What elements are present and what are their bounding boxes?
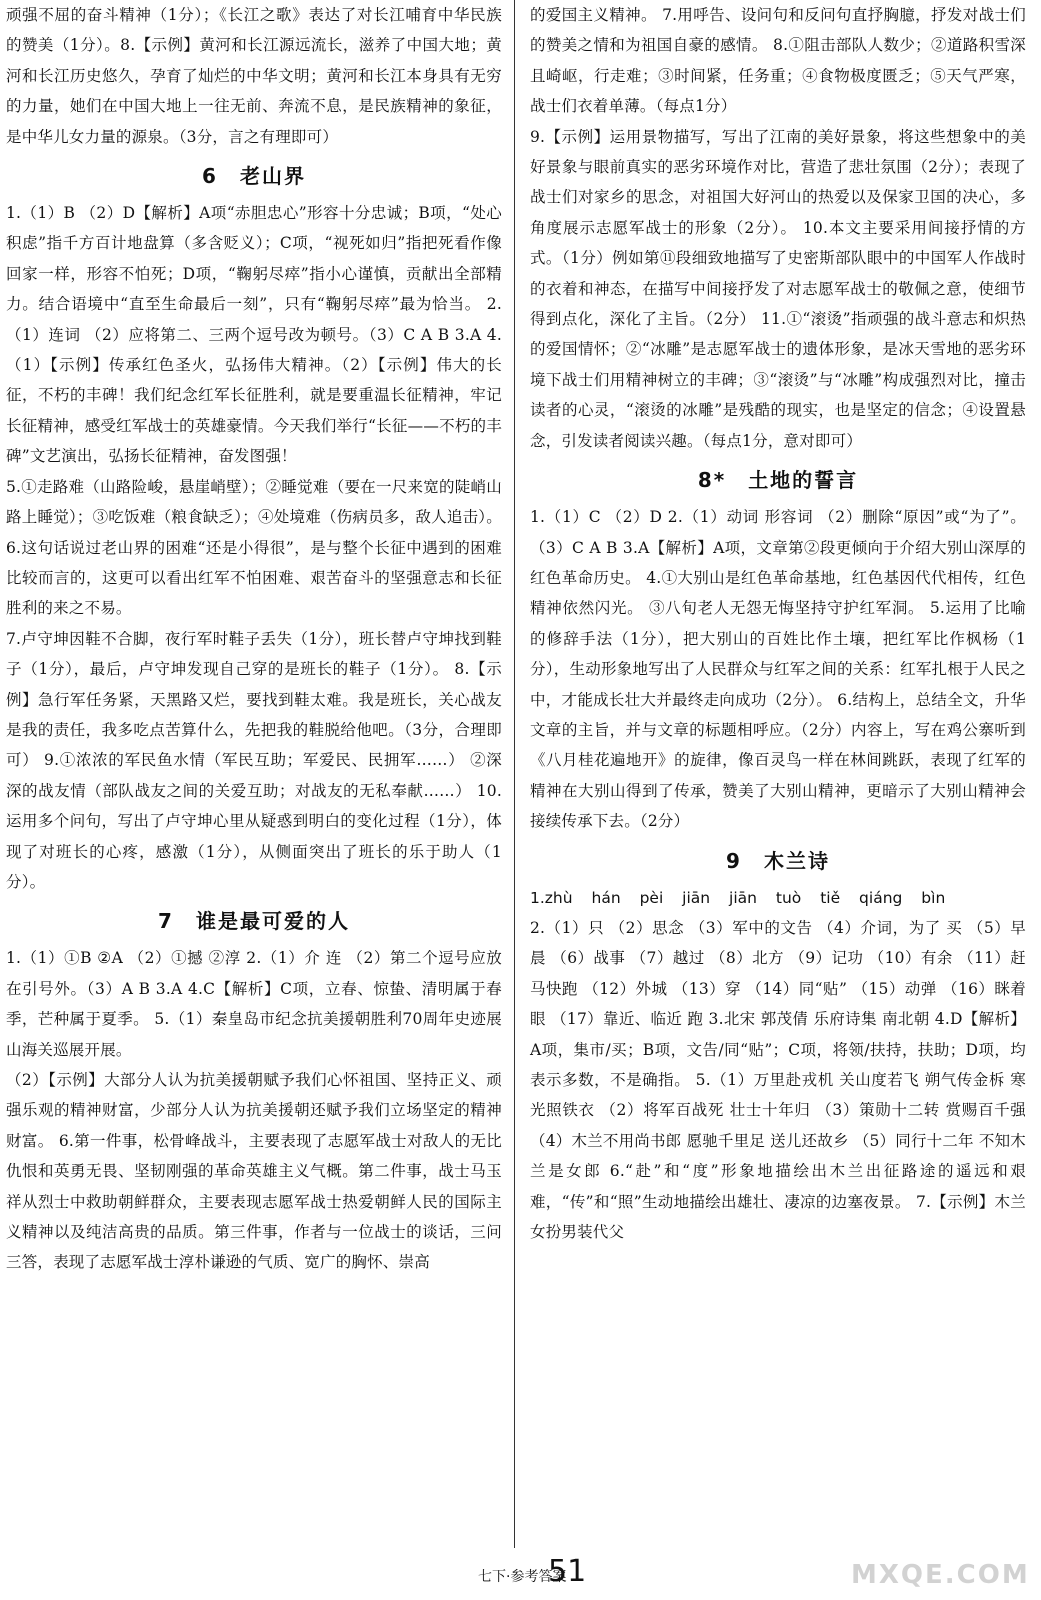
watermark-logo — [851, 1560, 1031, 1594]
section-heading-9 — [530, 841, 1026, 881]
answer-paragraph: 1.（1）C （2）D 2.（1）动词 形容词 （2）删除“原因”或“为了”。（3）C A B 3.A【解析】A项，文章第②段更倾向于介绍大别山深厚的红色革命历史。 4.①大别山是红色革命基地，红色基因代代相传，红色精神依然闪光。 ③八旬老人无怨无悔坚持守护红军洞。 5.运用了比喻的修辞手法（1分），把大别山的百姓比作土壤，把红军比作枫杨（1分），生动形象地写出了人民群众与红军之间的关系：红军扎根于人民之中，才能成长壮大并最终走向成功（2分）。 6.结构上，总结全文，升华文章的主旨，并与文章的标题相呼应。（2分）内容上，写在鸡公寨听到《八月桂花遍地开》的旋律，像百灵鸟一样在林间跳跃，表现了红军的精神在大别山得到了传承，赞美了大别山精神，更暗示了大别山精神会接续传承下去。（2分） — [530, 508, 1026, 831]
left-column — [6, 0, 502, 1278]
answer-paragraph: 7.卢守坤因鞋不合脚，夜行军时鞋子丢失（1分），班长替卢守坤找到鞋子（1分），最后，卢守坤发现自己穿的是班长的鞋子（1分）。 8.【示例】急行军任务紧，天黑路又烂，要找到鞋太难。我是班长，关心战友是我的责任，我多吃点苦算什么，先把我的鞋脱给他吧。（3分，合理即可） 9.①浓浓的军民鱼水情（军民互助；军爱民、民拥军……） ②深深的战友情（部队战友之间的关爱互助；对战友的无私奉献……） 10.运用多个问句，写出了卢守坤心里从疑惑到明白的变化过程（1分），体现了对班长的心疼，感激（1分），从侧面突出了班长的乐于助人（1分）。 — [6, 629, 502, 891]
section-heading-6 — [6, 156, 502, 196]
answer-paragraph: （2）【示例】大部分人认为抗美援朝赋予我们心怀祖国、坚持正义、顽强乐观的精神财富，少部分人认为抗美援朝还赋予我们立场坚定的精神财富。 6.第一件事，松骨峰战斗，主要表现了志愿军战士对敌人的无比仇恨和英勇无畏、坚韧刚强的革命英雄主义气概。第二件事，战士马玉祥从烈士中救助朝鲜群众，主要表现志愿军战士热爱朝鲜人民的国际主义精神以及纯洁高贵的品质。第三件事，作者与一位战士的谈话，三问三答，表现了志愿军战士淳朴谦逊的气质、宽广的胸怀、崇高 — [6, 1071, 502, 1272]
section-title: 土地的誓言 — [748, 468, 859, 493]
section-heading-8 — [530, 460, 1026, 500]
section-title: 老山界 — [239, 164, 306, 189]
answer-paragraph: 的爱国主义精神。 7.用呼告、设问句和反问句直抒胸臆，抒发对战士们的赞美之情和为祖国自豪的感情。 8.①阻击部队人数少；②道路积雪深且崎岖，行走难；③时间紧，任务重；④食物极度匮乏；⑤天气严寒，战士们衣着单薄。（每点1分） — [530, 6, 1026, 116]
pinyin-answer: 1.zhù hán pèi jiān jiān tuò tiě qiáng bìn — [530, 888, 946, 907]
section-title: 木兰诗 — [763, 848, 830, 873]
page-number: 51 — [548, 1554, 587, 1589]
section-number: 9 — [726, 848, 742, 873]
section-number: 6 — [202, 164, 218, 189]
page-footer — [0, 1548, 1041, 1600]
column-divider — [514, 0, 515, 1548]
watermark-text: MXQE.COM — [851, 1560, 1030, 1590]
answer-paragraph: 9.【示例】运用景物描写，写出了江南的美好景象，将这些想象中的美好景象与眼前真实的恶劣环境作对比，营造了悲壮氛围（2分）；表现了战士们对家乡的思念，对祖国大好河山的热爱以及保家卫国的决心，多角度展示志愿军战士的形象（2分）。 10.本文主要采用间接抒情的方式。（1分）例如第⑪段细致地描写了史密斯部队眼中的中国军人作战时的衣着和神态，在描写中间接抒发了对志愿军战士的敬佩之意，使细节得到点化，深化了主旨。（2分） 11.①“滚烫”指顽强的战斗意志和炽热的爱国情怀；②“冰雕”是志愿军战士的遗体形象，是冰天雪地的恶劣环境下战士们用精神树立的丰碑；③“滚烫”与“冰雕”构成强烈对比，撞击读者的心灵，“滚烫的冰雕”是残酷的现实，也是坚定的信念；④设置悬念，引发读者阅读兴趣。（每点1分，意对即可） — [530, 127, 1026, 450]
answer-paragraph: 5.①走路难（山路险峻，悬崖峭壁）；②睡觉难（要在一尺来宽的陡峭山路上睡觉）；③吃饭难（粮食缺乏）；④处境难（伤病员多，敌人追击）。 6.这句话说过老山界的困难“还是小得很”，是与整个长征中遇到的困难比较而言的，这更可以看出红军不怕困难、艰苦奋斗的坚强意志和长征胜利的来之不易。 — [6, 477, 502, 618]
right-column — [530, 0, 1026, 1247]
footer-label: 七下·参考答案 — [478, 1569, 567, 1585]
section-heading-7 — [6, 901, 502, 941]
answer-paragraph: 1.（1）①B ②A （2）①撼 ②淳 2.（1）介 连 （2）第二个逗号应放在引号外。（3）A B 3.A 4.C【解析】C项，立春、惊蛰、清明属于春季，芒种属于夏季。 5.（1）秦皇岛市纪念抗美援朝胜利70周年史迹展山海关巡展开展。 — [6, 949, 502, 1059]
section-number: 7 — [158, 909, 174, 934]
answer-paragraph: 2.（1）只 （2）思念 （3）军中的文告 （4）介词，为了 买 （5）早晨 （6）战事 （7）越过 （8）北方 （9）记功 （10）有余 （11）赶马快跑 （12）外城 （13）穿 （14）同“贴” （15）动弹 （16）眯着眼 （17）靠近、临近 跑 3.北宋 郭茂倩 乐府诗集 南北朝 4.D【解析】A项，集市/买；B项，文告/同“贴”；C项，将领/扶持，扶助；D项，均表示多数，不是确指。 5.（1）万里赴戎机 关山度若飞 朔气传金柝 寒光照铁衣 （2）将军百战死 壮士十年归 （3）策勋十二转 赏赐百千强 （4）木兰不用尚书郎 愿驰千里足 送儿还故乡 （5）同行十二年 不知木兰是女郎 6.“赴”和“度”形象地描绘出木兰出征路途的遥远和艰难，“传”和“照”生动地描绘出雄壮、凄凉的边塞夜景。 7.【示例】木兰女扮男装代父 — [530, 918, 1026, 1242]
answer-paragraph: 1.（1）B （2）D【解析】A项“赤胆忠心”形容十分忠诚；B项，“处心积虑”指千方百计地盘算（多含贬义）；C项，“视死如归”指把死看作像回家一样，形容不怕死；D项，“鞠躬尽瘁”指小心谨慎，贡献出全部精力。结合语境中“直至生命最后一刻”，只有“鞠躬尽瘁”最为恰当。 2.（1）连词 （2）应将第二、三两个逗号改为顿号。（3）C A B 3.A 4.（1）【示例】传承红色圣火，弘扬伟大精神。（2）【示例】伟大的长征，不朽的丰碑！我们纪念红军长征胜利，就是要重温长征精神，牢记长征精神，感受红军战士的英雄豪情。今天我们举行“长征——不朽的丰碑”文艺演出，弘扬长征精神，奋发图强！ — [6, 204, 502, 466]
answer-paragraph: 顽强不屈的奋斗精神（1分）；《长江之歌》表达了对长江哺育中华民族的赞美（1分）。8.【示例】黄河和长江源远流长，滋养了中国大地；黄河和长江历史悠久，孕育了灿烂的中华文明；黄河和长江本身具有无穷的力量，她们在中国大地上一往无前、奔流不息，是民族精神的象征，是中华儿女力量的源泉。（3分，言之有理即可） — [6, 6, 502, 146]
section-number: 8* — [697, 468, 727, 493]
section-title: 谁是最可爱的人 — [195, 909, 350, 934]
